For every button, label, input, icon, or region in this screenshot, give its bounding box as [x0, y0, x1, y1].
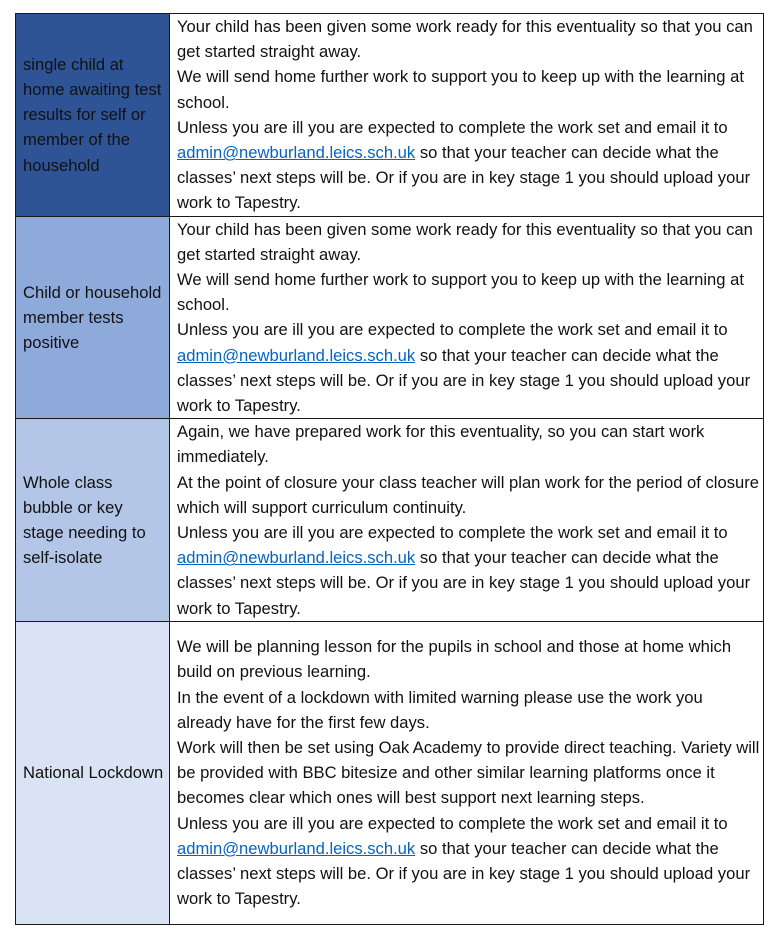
closing-text-after: so that your teacher can decide what the classes’ next steps will be. Or if you are in key stage 1 you should upload your work to Tapestry. — [177, 143, 751, 213]
closing-text-after: so that your teacher can decide what the classes’ next steps will be. Or if you are in key stage 1 you should upload your work to Tapestry. — [177, 548, 751, 618]
scenario-label: single child at home awaiting test results for self or member of the household — [16, 14, 170, 217]
guidance-paragraph: Again, we have prepared work for this eventuality, so you can start work immediately. — [177, 422, 705, 467]
guidance-paragraph: Work will then be set using Oak Academy to provide direct teaching. Variety will be provided with BBC bitesize and other similar learning platforms once it becomes clear which ones will best support next learning steps. — [177, 738, 760, 808]
contingency-plan-table — [15, 13, 764, 925]
guidance-paragraph: We will send home further work to support you to keep up with the learning at school. — [177, 67, 744, 112]
guidance-closing — [177, 811, 760, 912]
guidance-closing — [177, 520, 760, 621]
guidance-paragraph: In the event of a lockdown with limited warning please use the work you already have for the first few days. — [177, 687, 703, 732]
guidance-closing — [177, 317, 760, 418]
scenario-guidance — [170, 14, 764, 217]
guidance-paragraph: Your child has been given some work ready for this eventuality so that you can get started straight away. — [177, 219, 753, 264]
closing-text-before: Unless you are ill you are expected to complete the work set and email it to — [177, 320, 728, 340]
table-row — [16, 14, 764, 217]
closing-text-before: Unless you are ill you are expected to complete the work set and email it to — [177, 813, 728, 833]
scenario-label: Child or household member tests positive — [16, 216, 170, 419]
closing-text-before: Unless you are ill you are expected to complete the work set and email it to — [177, 117, 728, 137]
scenario-guidance — [170, 621, 764, 924]
scenario-guidance — [170, 419, 764, 622]
scenario-label: National Lockdown — [16, 621, 170, 924]
guidance-paragraph: Your child has been given some work ready for this eventuality so that you can get started straight away. — [177, 17, 753, 62]
closing-text-after: so that your teacher can decide what the classes’ next steps will be. Or if you are in key stage 1 you should upload your work to Tapestry. — [177, 345, 751, 416]
email-link[interactable]: admin@newburland.leics.sch.uk — [177, 345, 416, 365]
email-link[interactable]: admin@newburland.leics.sch.uk — [177, 548, 416, 568]
guidance-closing — [177, 115, 760, 216]
closing-text-before: Unless you are ill you are expected to complete the work set and email it to — [177, 523, 728, 543]
guidance-paragraph: We will be planning lesson for the pupils in school and those at home which build on previous learning. — [177, 637, 732, 682]
guidance-paragraph: We will send home further work to support you to keep up with the learning at school. — [177, 270, 744, 315]
scenario-label: Whole class bubble or key stage needing to self-isolate — [16, 419, 170, 622]
guidance-paragraph: At the point of closure your class teacher will plan work for the period of closure which will support curriculum continuity. — [177, 472, 759, 517]
table-row — [16, 216, 764, 419]
table-row — [16, 621, 764, 924]
email-link[interactable]: admin@newburland.leics.sch.uk — [177, 143, 416, 163]
table-row — [16, 419, 764, 622]
closing-text-after: so that your teacher can decide what the classes’ next steps will be. Or if you are in key stage 1 you should upload your work to Tapestry. — [177, 838, 751, 909]
scenario-guidance — [170, 216, 764, 419]
email-link[interactable]: admin@newburland.leics.sch.uk — [177, 838, 416, 858]
